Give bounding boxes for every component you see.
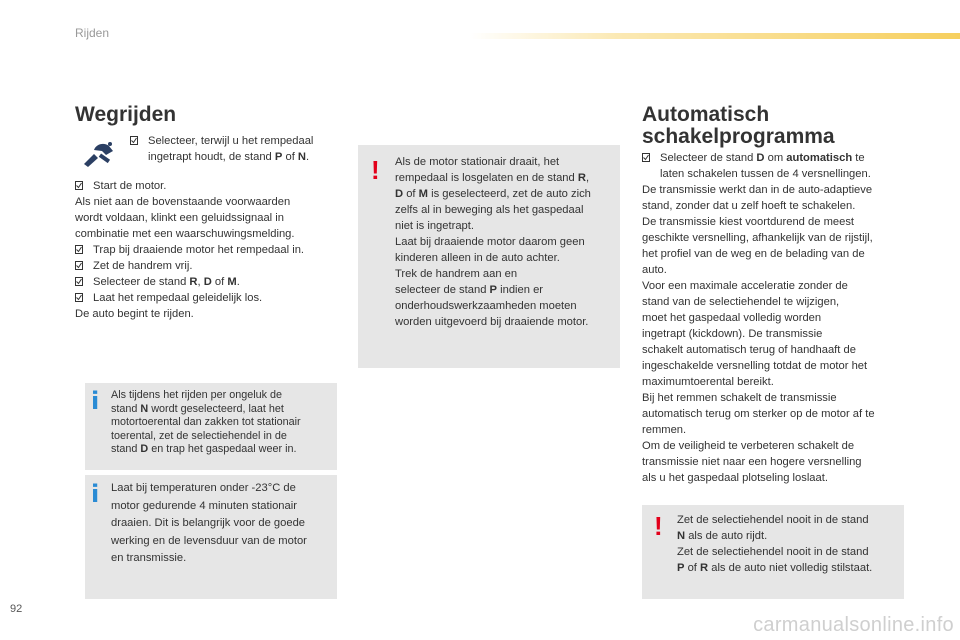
info-icon: i [91, 387, 100, 415]
step-select-r-d-m: Selecteer de stand R, D of M. [75, 274, 345, 290]
page-number: 92 [10, 603, 23, 615]
header-accent-bar [470, 33, 960, 39]
left-column-body: Start de motor. Als niet aan de bovenstaande voorwaarden wordt voldaan, klinkt een geluidssignaal in combinatie met een waarschuwingsmelding. Trap bij draaiende motor het rempedaal in. Zet de handrem vrij. Selecteer de stand R, D of M. Laat het rempedaal geleidelijk los. De auto begint te rijden. [75, 178, 345, 322]
step-select-d-automatic: Selecteer de stand D om automatisch te laten schakelen tussen de 4 versnellingen. [642, 150, 912, 182]
section-title-automatisch: Automatisch schakelprogramma [642, 103, 835, 148]
step-release-brake: Laat het rempedaal geleidelijk los. [75, 290, 345, 306]
foot-on-brake-pedal-icon [82, 138, 116, 173]
info-box-neutral: i Als tijdens het rijden per ongeluk de stand N wordt geselecteerd, laat het motortoerental dan zakken tot stationair toerental, zet de selectiehendel in de stand D en trap het gaspedaal weer in. [85, 383, 337, 470]
exclamation-icon: ! [654, 511, 663, 541]
check-square-icon [75, 261, 83, 270]
right-column-body: Selecteer de stand D om automatisch te laten schakelen tussen de 4 versnellingen. De transmissie werkt dan in de auto-adaptieve stand, zonder dat u zelf hoeft te schakelen. De transmissie kiest voortdurend de meest geschikte versnelling, afhankelijk van de rijstijl, het profiel van de weg en de belading van de auto. Voor een maximale acceleratie zonder de stand van de selectiehendel te wijzigen, moet het gaspedaal volledig worden ingetrapt (kickdown). De transmissie schakelt automatisch terug of handhaaft de ingeschakelde versnelling totdat de motor het maximumtoerental bereikt. Bij het remmen schakelt de transmissie automatisch terug om sterker op de motor af te remmen. Om de veiligheid te verbeteren schakelt de transmissie niet naar een hogere versnelling als u het gaspedaal plotseling loslaat. [642, 150, 912, 486]
check-square-icon [75, 245, 83, 254]
check-square-icon [75, 277, 83, 286]
check-square-icon [75, 293, 83, 302]
step-press-brake: Trap bij draaiende motor het rempedaal in. [75, 242, 345, 258]
check-square-icon [75, 181, 83, 190]
info-icon: i [91, 480, 100, 508]
step-start-engine: Start de motor. [75, 178, 345, 194]
section-title-wegrijden: Wegrijden [75, 103, 177, 126]
warning-box-selector: ! Zet de selectiehendel nooit in de stand N als de auto rijdt. Zet de selectiehendel nooit in de stand P of R als de auto niet volledig stilstaat. [642, 505, 904, 599]
check-square-icon [642, 153, 650, 162]
warning-box-creep: ! Als de motor stationair draait, het rempedaal is losgelaten en de stand R, D of M is geselecteerd, zet de auto zich zelfs al in beweging als het gaspedaal niet is ingetrapt. Laat bij draaiende motor daarom geen kinderen alleen in de auto achter. Trek de handrem aan en selecteer de stand P indien er onderhoudswerkzaamheden moeten worden uitgevoerd bij draaiende motor. [358, 145, 620, 368]
watermark: carmanualsonline.info [753, 614, 954, 636]
step-select-p-or-n-line2: ingetrapt houdt, de stand P of N. [148, 151, 310, 163]
check-square-icon [130, 136, 138, 145]
info-box-temperature: i Laat bij temperaturen onder -23°C de motor gedurende 4 minuten stationair draaien. Dit is belangrijk voor de goede werking en de levensduur van de motor en transmissie. [85, 475, 337, 599]
step-release-handbrake: Zet de handrem vrij. [75, 258, 345, 274]
step-select-p-or-n: Selecteer, terwijl u het rempedaal ingetrapt houdt, de stand P of N. [130, 133, 340, 165]
exclamation-icon: ! [371, 155, 380, 185]
section-header: Rijden [75, 26, 110, 40]
